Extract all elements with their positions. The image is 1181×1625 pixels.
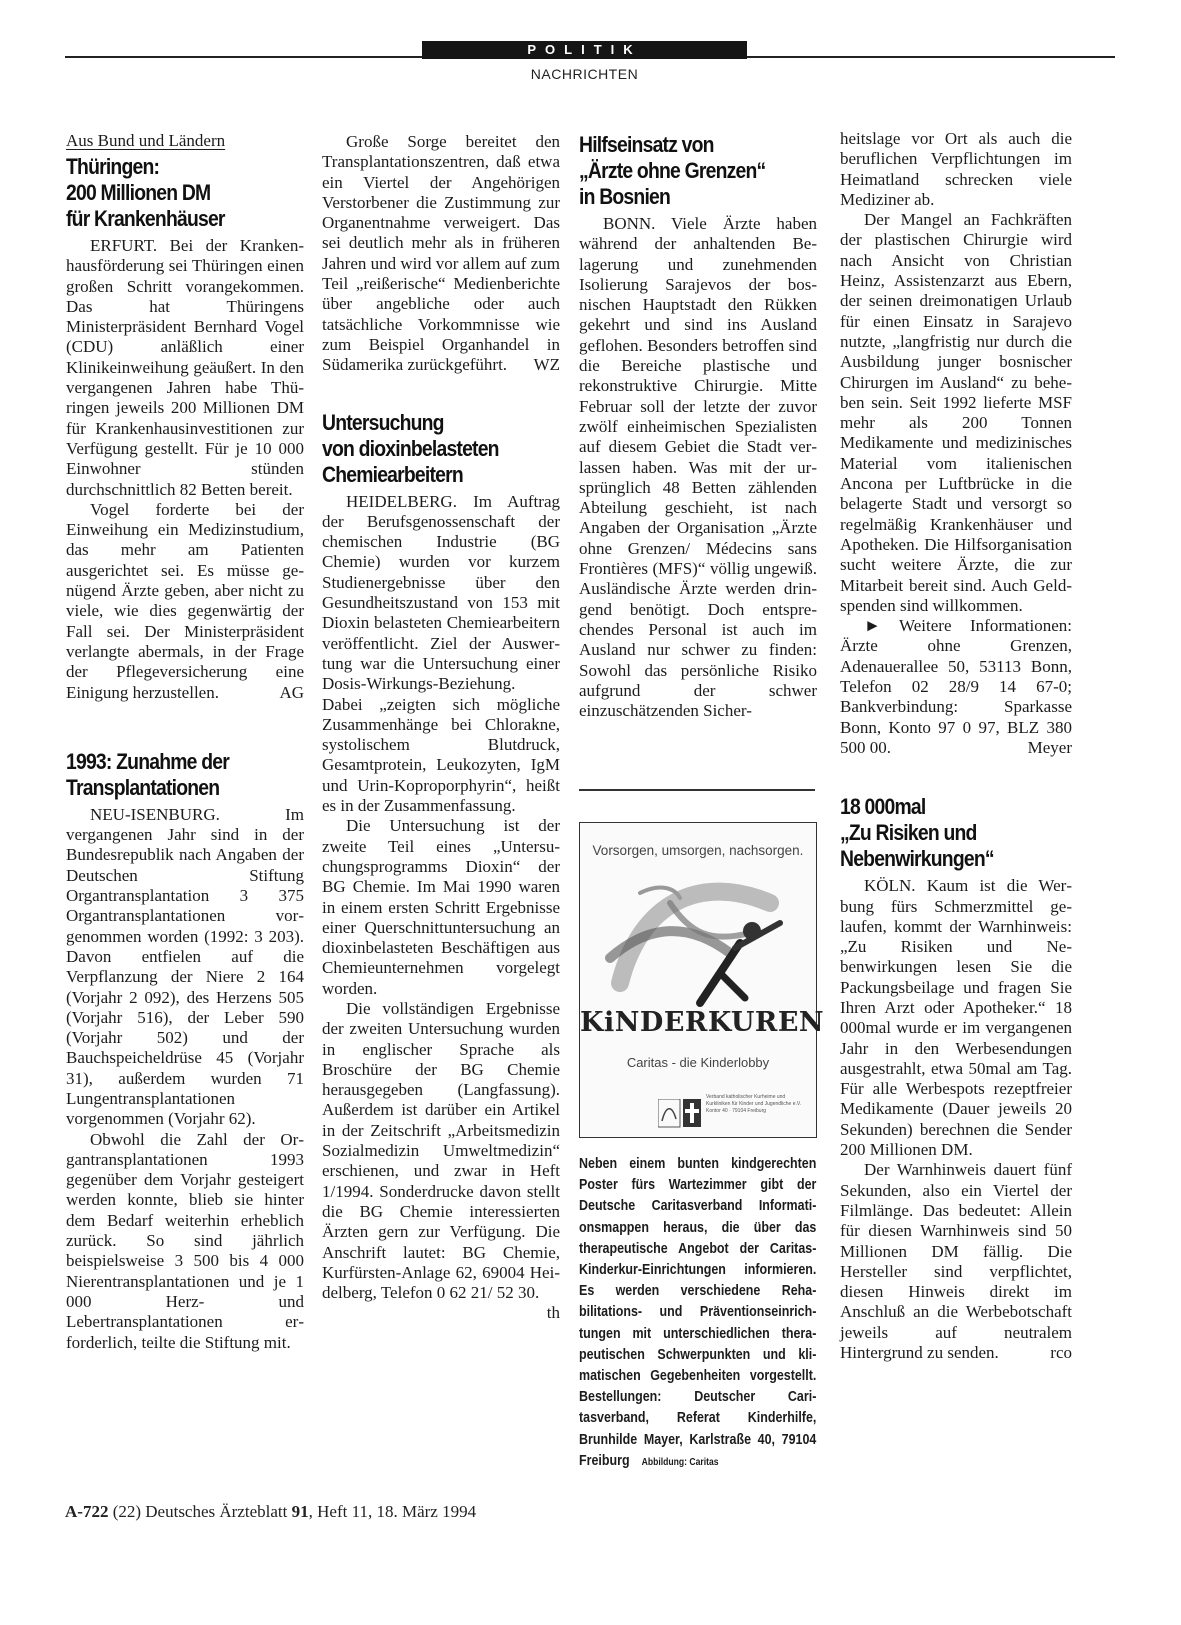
column-4: [840, 129, 1072, 1363]
article-bosnien: BONN. Viele Ärzte haben während der anhaltenden Belagerung und zunehmenden Isolierung Sarajevos der bosnischen Hauptstadt den Rükken gekehrt und sind ins Ausland geflohen. Besonders betroffen sind die Bereiche plastische und rekonstruktive Chirurgie. Mitte Februar soll der letzte der zuvor zwölf einheimischen Spezialisten auf diesem Gebiet die Stadt verlassen haben. Was mit der ursprünglich 48 Betten zählenden Abteilung geschieht, ist nach Angaben der Organisation „Ärzte ohne Grenzen/ Médecins sans Frontières (MFS)“ völlig ungewiß. Ausländische Ärzte werden dringend benötigt. Doch entsprechendes Personal ist auch im Ausland nur schwer zu finden: Sowohl das persönliche Risiko aufgrund der schwer einzuschätzenden Sicher-: [579, 214, 817, 721]
signature: WZ: [533, 355, 560, 375]
page-code: A-722: [65, 1502, 109, 1521]
kicker-label: Aus Bund und Ländern: [66, 131, 226, 150]
caritas-advertisement: [579, 822, 825, 1138]
article-dioxin: HEIDELBERG. Im Auftrag der Berufsgenossenschaft der chemischen Industrie (BG Chemie) wurden vor kurzem Studienergebnisse über den Gesundheitszustand von 153 mit Dioxin belasteten Chemiearbeitern veröffentlicht. Ziel der Auswertung war die Untersuchung einer Dosis-Wirkungs-Beziehung. Dabei „zeigten sich mögliche Zusammenhänge bei Chlorakne, systolischem Blutdruck, Gesamtprotein, Leukozyten, IgM und Urin-Koproporphyrin“, heißt es in der Zusammenfassung. Die Untersuchung ist der zweite Teil eines „Untersuchungsprogramms Dioxin“ der BG Chemie. Im Mai 1990 waren in einem ersten Schritt Ergebnisse einer Querschnittuntersuchung an dioxinbelasteten Beschäftigen aus Chemieunternehmen vorgelegt worden. Die vollständigen Ergebnisse der zweiten Untersuchung wurden in englischer Sprache als Broschüre der BG Chemie herausgegeben (Langfassung). Außerdem ist darüber ein Artikel in der Zeitschrift „Arbeitsmedizin Sozialmedizin Umweltmedizin“ erschienen, und zwar in Heft 1/1994. Sonderdrucke davon stellt die BG Chemie interessierten Ärzten gern zur Verfügung. Die Anschrift lautet: BG Chemie, Kurfürsten-Anlage 62, 69004 Heidelberg, Telefon 0 62 21/ 52 30. th: [322, 491, 560, 1323]
footer-volume: 91: [291, 1502, 309, 1521]
kicker: [66, 130, 304, 151]
headline-nebenwirkungen: 18 000mal „Zu Risiken und Nebenwirkungen“: [840, 794, 994, 872]
ad-slogan: Vorsorgen, umsorgen, nachsorgen.: [592, 843, 804, 858]
ad-divider: [579, 789, 815, 791]
article-nebenwirkungen: KÖLN. Kaum ist die Werbung fürs Schmerzmittel gelaufen, kommt der Warnhinweis: „Zu Risiken und Nebenwirkungen lesen Sie die Packungsbeilage und fragen Sie Ihren Arzt oder Apotheker.“ 18 000mal wurde er im vergangenen Jahr in den Werbesendungen ausgestrahlt, etwa 50mal am Tag. Für alle Werbespots rezeptfreier Medikamente (Dauer jeweils 20 Sekunden) berechnen die Sender 200 Millionen DM. Der Warnhinweis dauert fünf Sekunden, also ein Viertel der Filmlänge. Das bedeutet: Allein für diesen Warnhinweis sind 50 Millionen DM fällig. Die Hersteller sind verpflichtet, diesen Hinweis direkt im Anschluß an die Werbebotschaft jeweils auf neutralem Hintergrund zu senden. rco: [840, 876, 1072, 1363]
signature: AG: [279, 682, 304, 702]
article-transplantationen: NEU-ISENBURG. Im vergangenen Jahr sind in der Bundesrepublik nach Angaben der Deutschen Stiftung Organtransplantation 3 375 Organtransplantationen vorgenommen worden (1992: 3 203). Davon entfielen auf die Verpflanzung der Niere 2 164 (Vorjahr 2 092), des Herzens 505 (Vorjahr 516), der Leber 590 (Vorjahr 502) und der Bauchspeicheldrüse 45 (Vorjahr 31), außerdem wurden 71 Lungentransplantationen vorgenommen (Vorjahr 62). Obwohl die Zahl der Organtransplantationen 1993 gegenüber dem Vorjahr gesteigert werden konnte, blieb sie hinter dem Bedarf weiterhin erheblich zurück. So sind jährlich beispielsweise 3 500 bis 4 000 Nierentransplantationen und je 1 000 Herz- und Lebertransplantationen erforderlich, teilte die Stiftung mit.: [66, 804, 304, 1352]
column-1: [66, 130, 304, 1353]
headline-transplantationen: 1993: Zunahme der Transplantationen: [66, 748, 229, 800]
headline-bosnien: Hilfseinsatz von „Ärzte ohne Grenzen“ in Bosnien: [579, 132, 766, 209]
footer-issue: , Heft 11, 18. März 1994: [308, 1502, 477, 1521]
signature: Meyer: [1027, 737, 1072, 757]
page-footer: [65, 1502, 476, 1522]
caritas-logo-icon: [658, 1099, 702, 1129]
column-3: [579, 132, 817, 721]
article-transplantationen-continued: Große Sorge bereitet den Transplantationszentren, daß etwa ein Viertel der Angehörigen Verstorbener die Zustimmung zur Organentnahme verweigert. Das sei deutlich mehr als in früheren Jahren und wird vor allem auf zum Teil „reißerische“ Medienberichte über angebliche oder auch tatsächliche Vorkommnisse wie zum Beispiel Organhandel in Südamerika zurückgeführt. WZ: [322, 132, 560, 375]
signature: rco: [1050, 1343, 1072, 1363]
signature: th: [546, 1303, 560, 1323]
dancing-child-illustration: [580, 863, 816, 1013]
ad-subtitle: Caritas - die Kinderlobby: [626, 1055, 770, 1070]
headline-thueringen: Thüringen: 200 Millionen DM für Krankenhäuser: [66, 154, 225, 231]
ad-title: KiNDERKUREN: [580, 1007, 825, 1038]
image-credit: Abbildung: Caritas: [641, 1456, 719, 1468]
section-rubric: POLITIK: [422, 41, 747, 59]
footer-publication: (22) Deutsches Ärzteblatt: [112, 1502, 288, 1521]
column-2: [322, 132, 560, 1324]
article-thueringen: ERFURT. Bei der Krankenhausförderung sei Thüringen einen großen Schritt vorangekommen. Das hat Thüringens Ministerpräsident Bernhard Vogel (CDU) anläßlich einer Klinikeinweihung geäußert. In den vergangenen Jahren habe Thüringen jeweils 200 Millionen DM für Krankenhausinvestitionen zur Verfügung gestellt. Für je 10 000 Einwohner stünden durchschnittlich 82 Betten bereit. Vogel forderte bei der Einweihung ein Medizinstudium, das mehr am Patienten ausgerichtet sei. Es müsse genügend Ärzte geben, aber nicht zu viele, wie dies gegenwärtig der Fall sei. Der Ministerpräsident verlangte abermals, in der Frage der Pflegeversicherung eine Einigung herzustellen. AG: [66, 236, 304, 702]
ad-logo-text: Verband katholischer Kurheime und Kurkliniken für Kinder und Jugendliche e.V. Kontor 40 · 79104 Freiburg: [706, 1094, 802, 1114]
ad-caption: Neben einem bunten kindgerechten Poster fürs Wartezimmer gibt der Deutsche Caritasverband Informationsmappen heraus, die über das therapeutische Angebot der Caritas-Kinderkur-Einrichtungen informieren. Es werden verschiedene Rehabilitations- und Präventionseinrichtungen mit unterschiedlichen therapeutischen Schwerpunkten und klimatischen Gegebenheiten vorgestellt. Bestellungen: Deutscher Caritasverband, Referat Kinderhilfe, Brunhilde Mayer, Karlstraße 40, 79104 Freiburg Abbildung: Caritas: [579, 1156, 817, 1469]
article-bosnien-continued: heitslage vor Ort als auch die beruflichen Verpflichtungen im Heimatland schrecken viele Mediziner ab. Der Mangel an Fachkräften der plastischen Chirurgie wird nach Ansicht von Christian Heinz, Assistenzarzt aus Ebern, der seinen dreimonatigen Urlaub für einen Einsatz in Sarajevo nutzte, „langfristig nur durch die Ausbildung junger bosnischer Chirurgen im Ausland“ zu beheben sein. Seit 1992 lieferte MSF mehr als 200 Tonnen Medikamente und medizinisches Material vom italienischen Ancona per Luftbrücke in die belagerte Stadt und versorgt so regelmäßig Krankenhäuser und Apotheken. Die Hilfsorganisation sucht weitere Ärzte, die zur Mitarbeit bereit sind. Auch Geldspenden sind willkommen. ► Weitere Informationen: Ärzte ohne Grenzen, Adenauerallee 50, 53113 Bonn, Telefon 02 28/9 14 67-0; Bankverbindung: Sparkasse Bonn, Konto 97 0 97, BLZ 380 500 00. Meyer: [840, 129, 1072, 757]
headline-dioxin: Untersuchung von dioxinbelasteten Chemiearbeitern: [322, 409, 499, 487]
section-subrubric: NACHRICHTEN: [530, 66, 639, 82]
